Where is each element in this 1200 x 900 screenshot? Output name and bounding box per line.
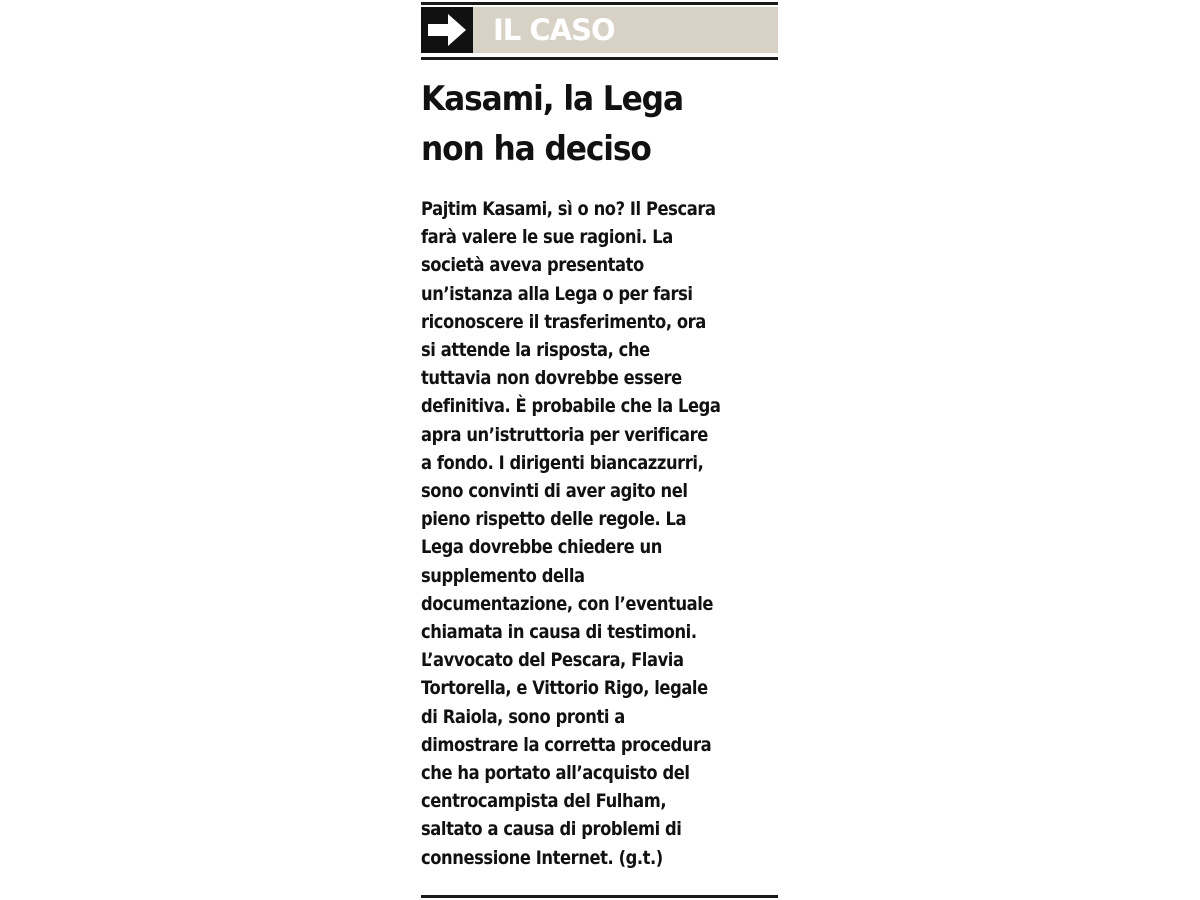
- body-line: un’istanza alla Lega o per farsi: [421, 282, 693, 305]
- body-line: definitiva. È probabile che la Lega: [421, 395, 721, 418]
- body-line: farà valere le sue ragioni. La: [421, 226, 673, 249]
- body-line: di Raiola, sono pronti a: [421, 705, 625, 728]
- body-line: a fondo. I dirigenti biancazzurri,: [421, 451, 704, 474]
- body-line: documentazione, con l’eventuale: [421, 592, 714, 615]
- body-line: centrocampista del Fulham,: [421, 790, 667, 813]
- body-line: Pajtim Kasami, sì o no? Il Pescara: [421, 198, 716, 220]
- body-line: si attende la risposta, che: [421, 339, 650, 362]
- bottom-rule: [421, 895, 778, 898]
- body-line: supplemento della: [421, 564, 585, 587]
- kicker-rule: [421, 57, 778, 60]
- body-line: società aveva presentato: [421, 254, 644, 277]
- body-line: connessione Internet. (g.t.): [421, 846, 663, 869]
- body-line: che ha portato all’acquisto del: [421, 762, 690, 785]
- body-line: dimostrare la corretta procedura: [421, 733, 712, 756]
- article-column: [421, 0, 778, 900]
- body-line: Tortorella, e Vittorio Rigo, legale: [421, 677, 708, 700]
- body-line: riconoscere il trasferimento, ora: [421, 310, 706, 333]
- body-line: chiamata in causa di testimoni.: [421, 621, 697, 644]
- kicker-label: IL CASO: [493, 13, 615, 47]
- top-rule: [421, 2, 778, 5]
- body-line: pieno rispetto delle regole. La: [421, 508, 687, 531]
- body-line: sono convinti di aver agito nel: [421, 480, 688, 503]
- kicker-bar: [421, 7, 778, 53]
- body-line: saltato a causa di problemi di: [421, 818, 682, 841]
- body-line: L’avvocato del Pescara, Flavia: [421, 649, 684, 672]
- body-line: apra un’istruttoria per verificare: [421, 423, 708, 446]
- headline: [421, 74, 749, 174]
- headline-line: non ha deciso: [421, 129, 651, 169]
- arrow-right-icon: [426, 12, 468, 48]
- headline-line: Kasami, la Lega: [421, 79, 683, 119]
- body-line: Lega dovrebbe chiedere un: [421, 536, 662, 559]
- kicker-arrow-box: [421, 7, 473, 53]
- article-body: [421, 195, 778, 872]
- body-line: tuttavia non dovrebbe essere: [421, 367, 682, 390]
